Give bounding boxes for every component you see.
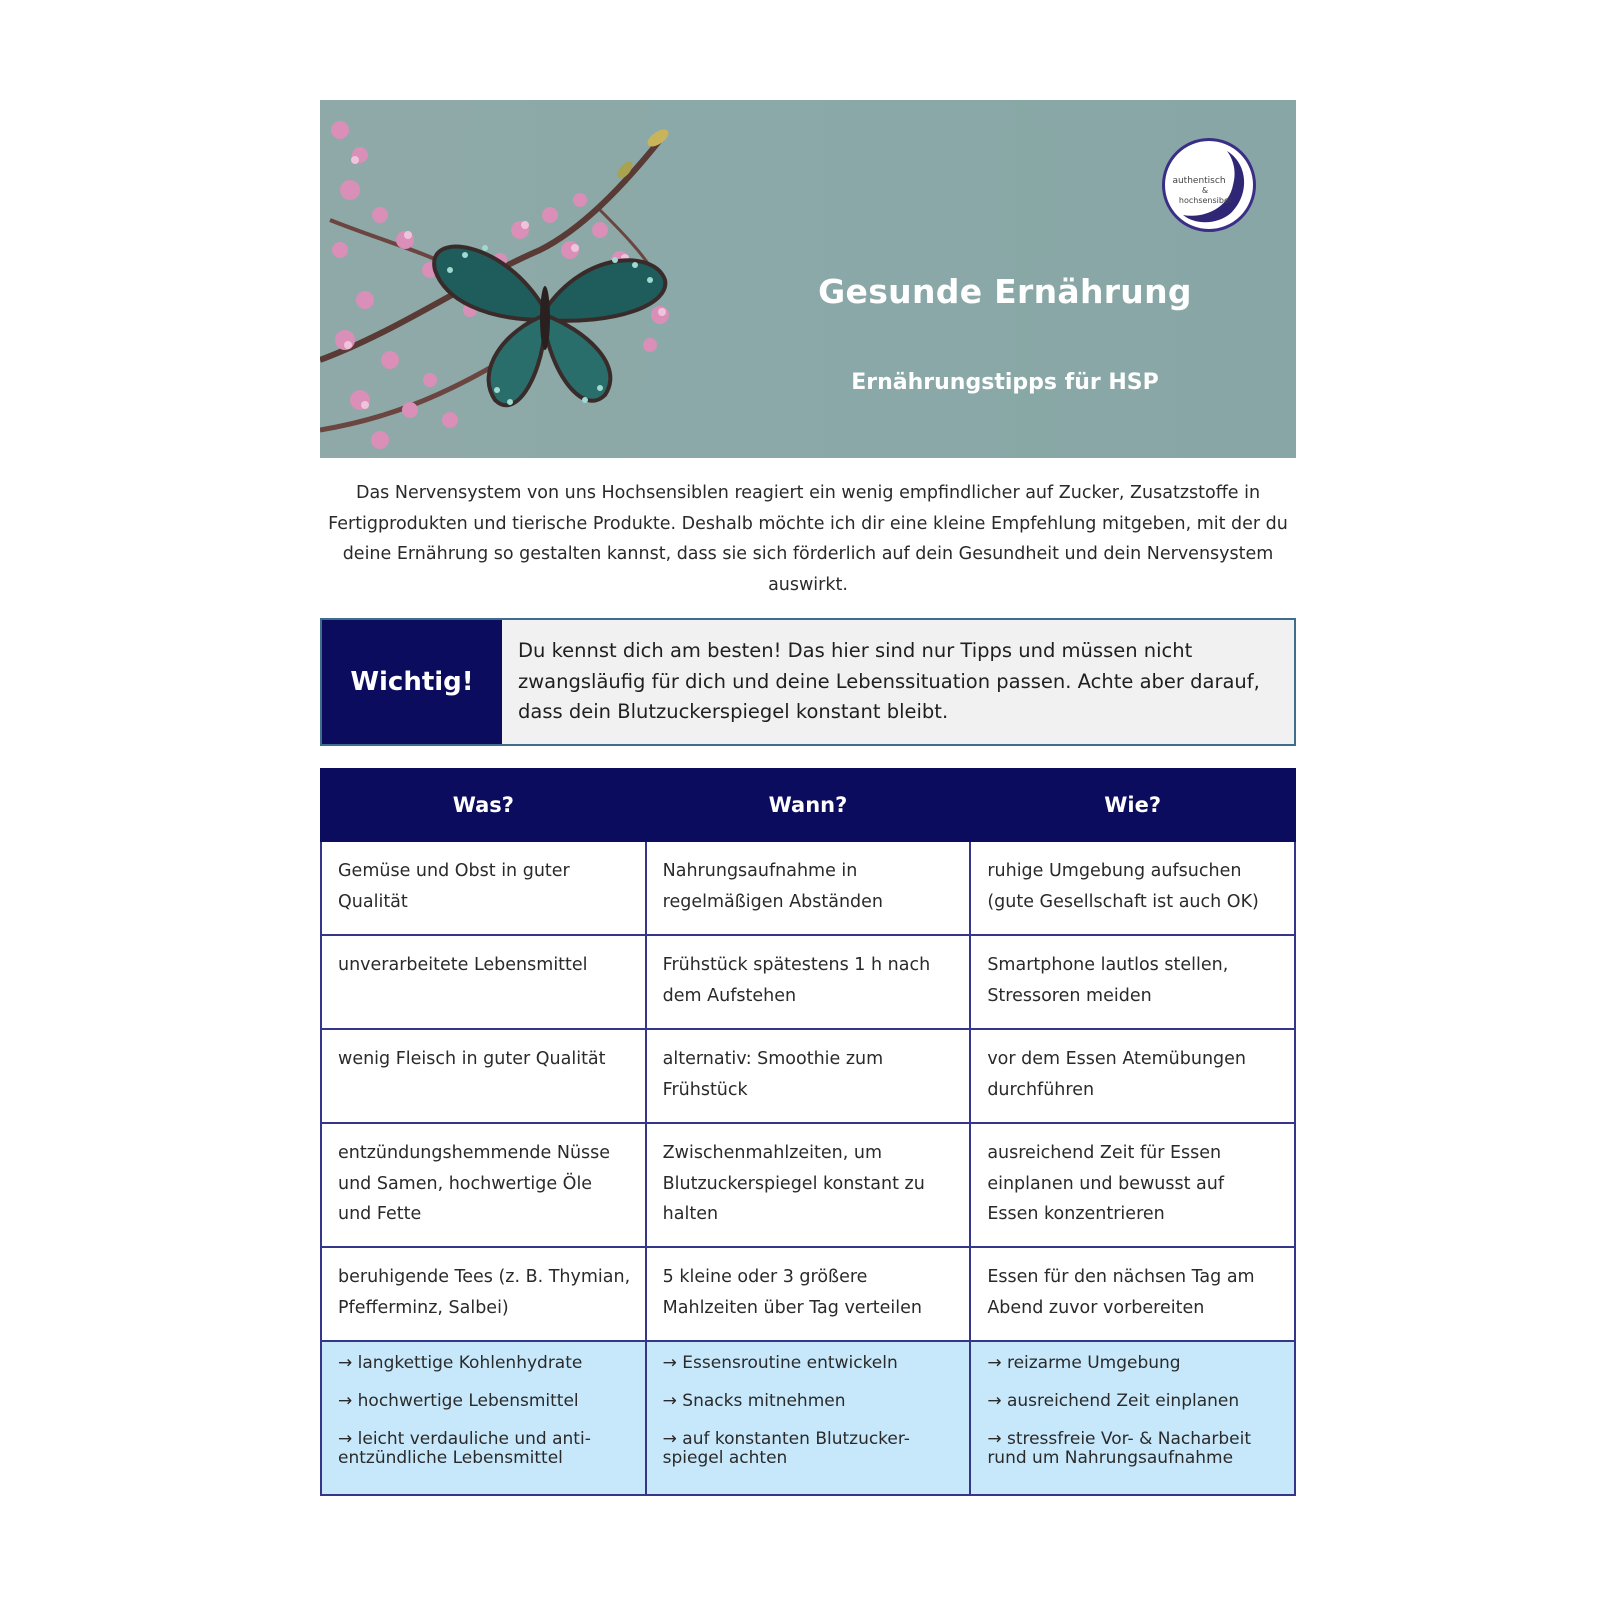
summary-cell-was <box>321 1341 646 1495</box>
document-page <box>320 100 1296 1496</box>
table-cell: alternativ: Smoothie zum Frühstück <box>646 1029 971 1123</box>
table-cell: 5 kleine oder 3 größere Mahlzeiten über Tag verteilen <box>646 1247 971 1341</box>
summary-cell-wann <box>646 1341 971 1495</box>
table-row <box>321 1123 1295 1247</box>
table-cell: ausreichend Zeit für Essen einplanen und bewusst auf Essen konzentrieren <box>970 1123 1295 1247</box>
table-cell: wenig Fleisch in guter Qualität <box>321 1029 646 1123</box>
tips-table <box>320 768 1296 1496</box>
summary-cell-wie <box>970 1341 1295 1495</box>
table-row <box>321 1029 1295 1123</box>
summary-item: → Essensroutine entwickeln <box>662 1353 898 1373</box>
table-row <box>321 935 1295 1029</box>
svg-text:authentisch: authentisch <box>1172 176 1226 186</box>
crescent-logo-icon <box>1165 141 1253 229</box>
summary-item: → langkettige Kohlenhydrate <box>338 1353 583 1373</box>
svg-text:hochsensibel: hochsensibel <box>1178 196 1232 205</box>
note-label: Wichtig! <box>322 620 502 744</box>
page-title: Gesunde Ernährung <box>818 272 1192 311</box>
table-cell: Frühstück spätestens 1 h nach dem Aufstehen <box>646 935 971 1029</box>
table-cell: beruhigende Tees (z. B. Thymian, Pfefferminz, Salbei) <box>321 1247 646 1341</box>
table-header-row <box>321 769 1295 841</box>
summary-item: → hochwertige Lebensmittel <box>338 1391 579 1411</box>
summary-row <box>321 1341 1295 1495</box>
summary-item: → reizarme Umgebung <box>987 1353 1181 1373</box>
table-cell: unverarbeitete Lebensmittel <box>321 935 646 1029</box>
summary-item: → leicht verdauliche und anti-entzündliche Lebensmittel <box>338 1429 591 1468</box>
intro-paragraph: Das Nervensystem von uns Hochsensiblen reagiert ein wenig empfindlicher auf Zucker, Zusatzstoffe in Fertigprodukten und tierische Produkte. Deshalb möchte ich dir eine kleine Empfehlung mitgeben, mit der du deine Ernährung so gestalten kannst, dass sie sich förderlich auf dein Gesundheit und dein Nervensystem auswirkt. <box>328 483 1288 595</box>
table-cell: vor dem Essen Atemübungen durchführen <box>970 1029 1295 1123</box>
table-row <box>321 841 1295 935</box>
summary-item: → stressfreie Vor- & Nacharbeit rund um Nahrungsaufnahme <box>987 1429 1252 1468</box>
column-header-wann: Wann? <box>646 769 971 841</box>
important-note <box>320 618 1296 746</box>
note-text: Du kennst dich am besten! Das hier sind nur Tipps und müssen nicht zwangsläufig für dich und deine Lebenssituation passen. Achte aber darauf, dass dein Blutzuckerspiegel konstant bleibt. <box>502 620 1294 744</box>
column-header-was: Was? <box>321 769 646 841</box>
summary-item: → auf konstanten Blutzucker-spiegel achten <box>662 1429 910 1468</box>
summary-item: → Snacks mitnehmen <box>662 1391 846 1411</box>
summary-item: → ausreichend Zeit einplanen <box>987 1391 1240 1411</box>
table-cell: Smartphone lautlos stellen, Stressoren meiden <box>970 935 1295 1029</box>
header-banner <box>320 100 1296 458</box>
brand-logo <box>1162 138 1256 232</box>
table-cell: entzündungshemmende Nüsse und Samen, hochwertige Öle und Fette <box>321 1123 646 1247</box>
table-cell: Essen für den nächsen Tag am Abend zuvor vorbereiten <box>970 1247 1295 1341</box>
page-subtitle: Ernährungstipps für HSP <box>851 370 1159 395</box>
table-cell: Gemüse und Obst in guter Qualität <box>321 841 646 935</box>
table-cell: ruhige Umgebung aufsuchen (gute Gesellschaft ist auch OK) <box>970 841 1295 935</box>
table-cell: Zwischenmahlzeiten, um Blutzuckerspiegel konstant zu halten <box>646 1123 971 1247</box>
table-row <box>321 1247 1295 1341</box>
svg-text:&: & <box>1201 186 1209 195</box>
table-cell: Nahrungsaufnahme in regelmäßigen Abständen <box>646 841 971 935</box>
column-header-wie: Wie? <box>970 769 1295 841</box>
